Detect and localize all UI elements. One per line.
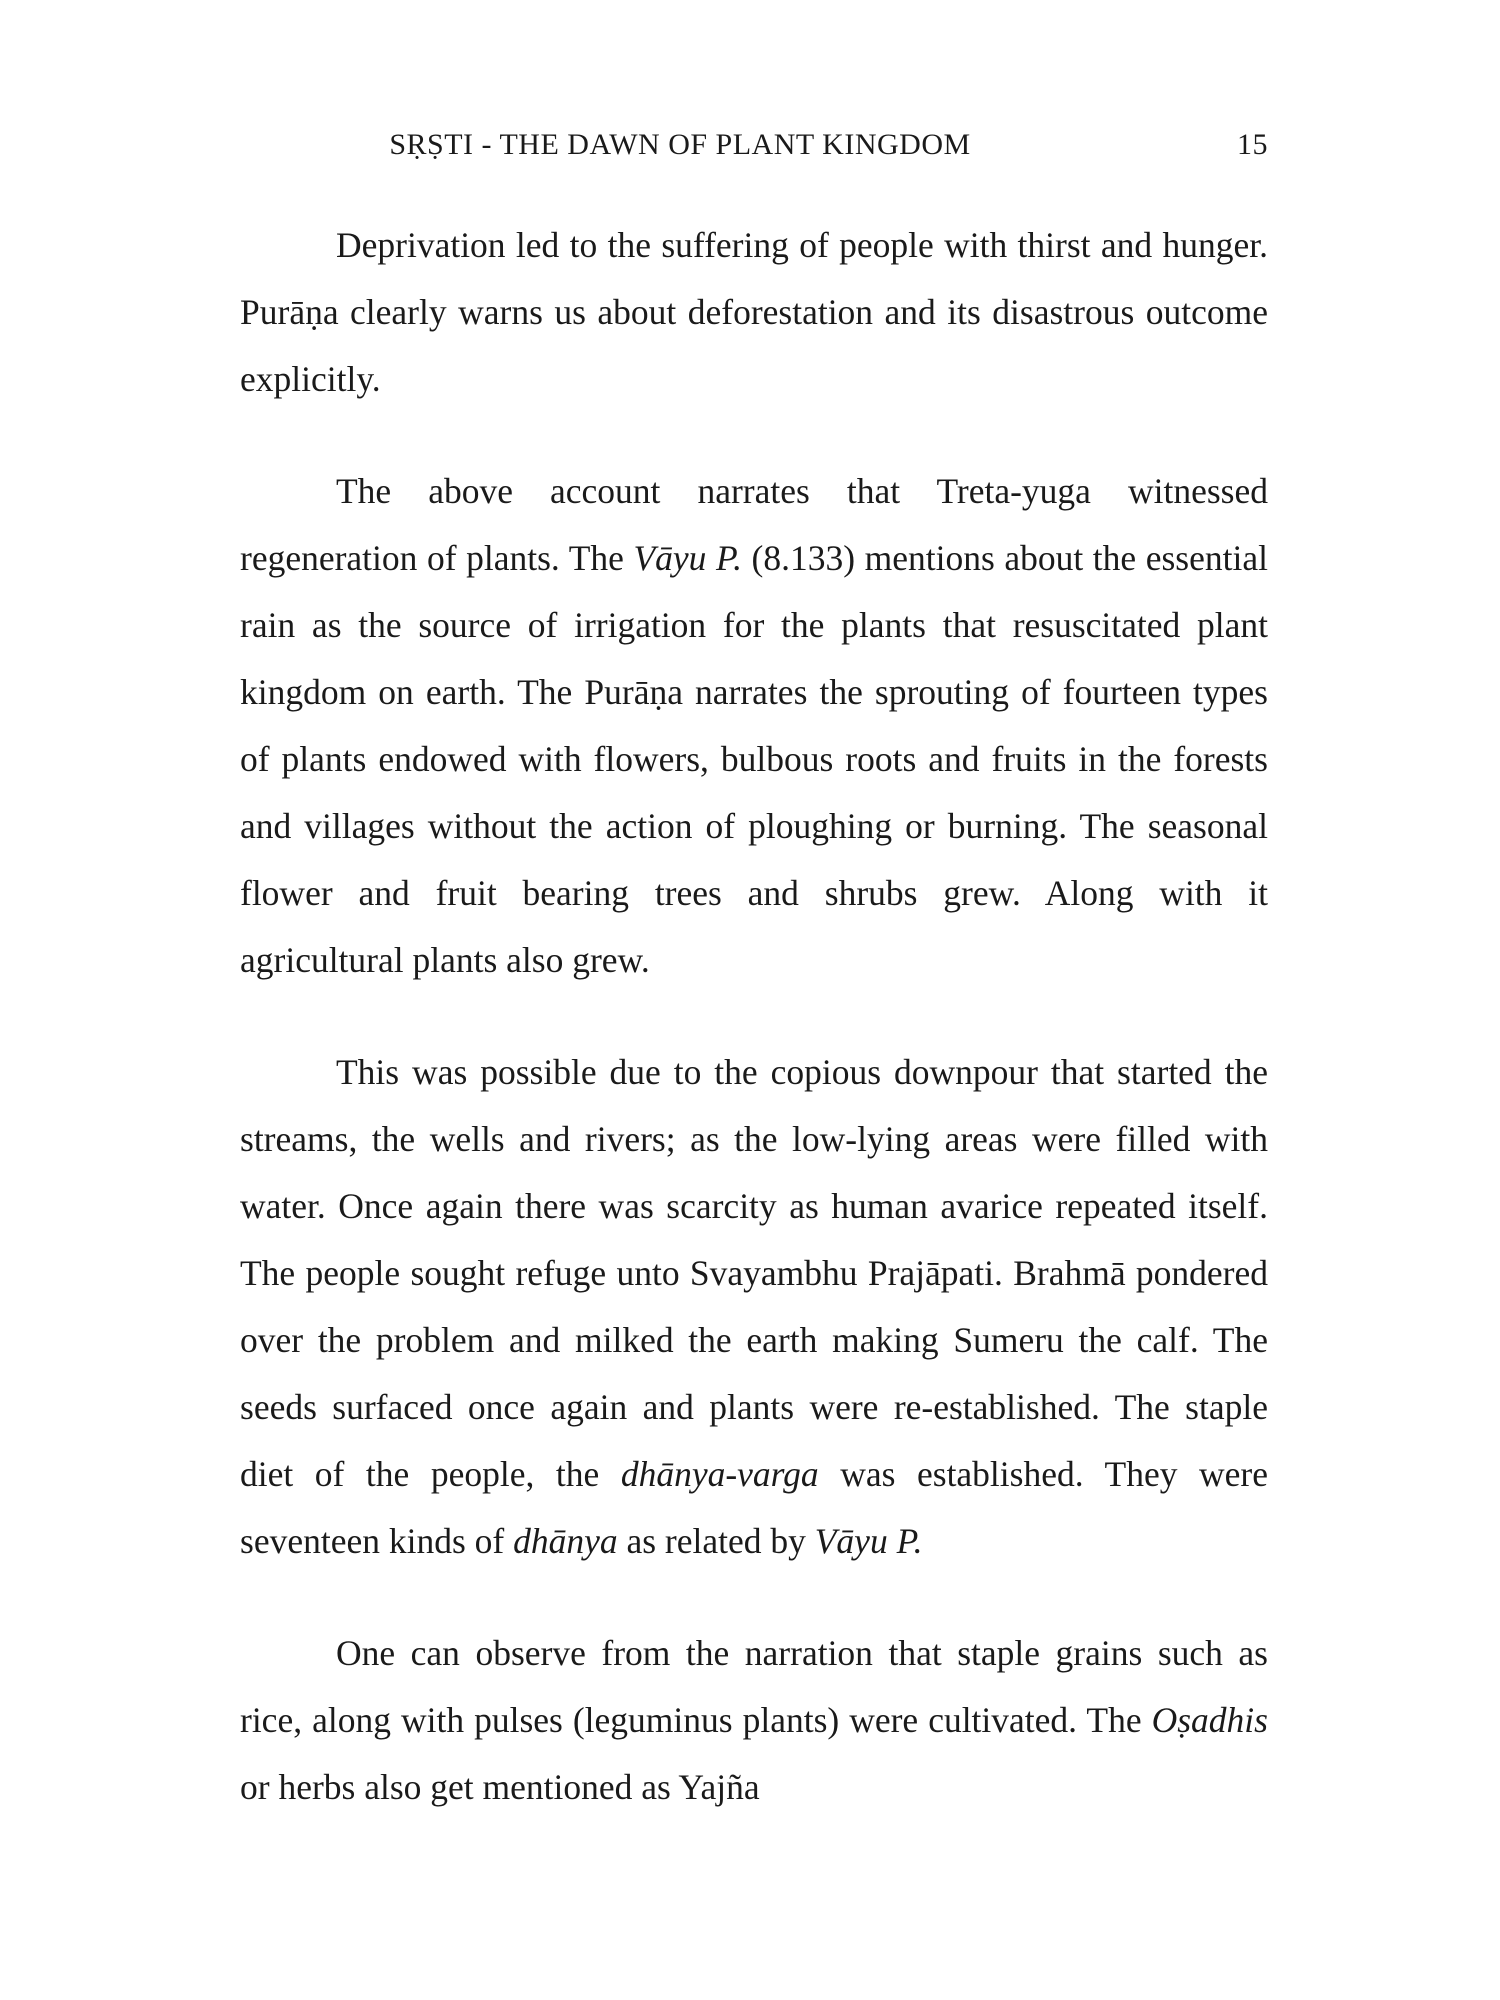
text-run: Deprivation led to the suffering of people with thirst and hunger. Purāṇa clearly warns us about deforestation and its disastrous outcome explicitly. xyxy=(240,225,1268,399)
text-run-italic: Oṣadhis xyxy=(1151,1700,1268,1740)
text-run: The above account narrates that Treta-yuga witnessed regeneration of plants. The xyxy=(240,471,1268,578)
running-header xyxy=(240,128,1268,168)
text-run: as related by xyxy=(617,1521,815,1561)
chapter-title: SṚṢTI - THE DAWN OF PLANT KINGDOM xyxy=(389,128,971,161)
paragraph xyxy=(240,212,1268,413)
text-run: This was possible due to the copious downpour that started the streams, the wells and rivers; as the low-lying areas were filled with water. Once again there was scarcity as human avarice repeated itself. The people sought refuge unto Svayambhu Prajāpati. Brahmā pondered over the problem and milked the earth making Sumeru the calf. The seeds surfaced once again and plants were re-established. The staple diet of the people, the xyxy=(240,1052,1268,1494)
text-run: (8.133) mentions about the essential rain as the source of irrigation for the plants that resuscitated plant kingdom on earth. The Purāṇa narrates the sprouting of fourteen types of plants endowed with flowers, bulbous roots and fruits in the forests and villages without the action of ploughing or burning. The seasonal flower and fruit bearing trees and shrubs grew. Along with it agricultural plants also grew. xyxy=(240,538,1268,980)
text-run-italic: Vāyu P. xyxy=(633,538,742,578)
body-text xyxy=(240,212,1268,1821)
paragraph xyxy=(240,1620,1268,1821)
text-run-italic: dhānya xyxy=(513,1521,618,1561)
text-run-italic: Vāyu P. xyxy=(814,1521,923,1561)
text-run: One can observe from the narration that staple grains such as rice, along with pulses (leguminus plants) were cultivated. The xyxy=(240,1633,1268,1740)
text-run: or herbs also get mentioned as Yajña xyxy=(240,1767,760,1807)
text-run-italic: dhānya-varga xyxy=(620,1454,819,1494)
paragraph xyxy=(240,458,1268,994)
text-run: was established. They were seventeen kinds of xyxy=(240,1454,1268,1561)
page-number: 15 xyxy=(1237,128,1268,161)
paragraph xyxy=(240,1039,1268,1575)
